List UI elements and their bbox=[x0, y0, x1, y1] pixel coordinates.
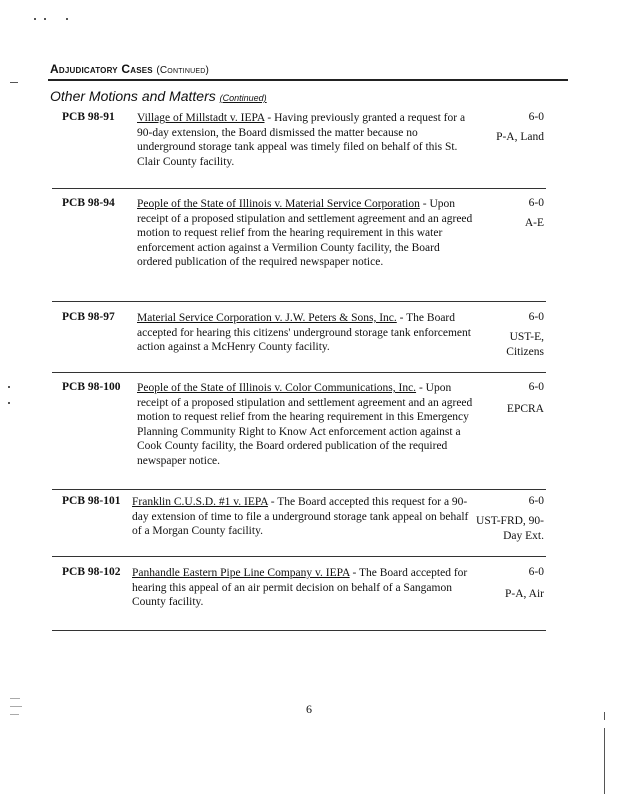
case-divider bbox=[52, 372, 546, 373]
case-party: Panhandle Eastern Pipe Line Company v. IEPA bbox=[132, 567, 350, 579]
page-header-continued: (Continued) bbox=[156, 65, 209, 76]
case-vote: 6-0 bbox=[528, 566, 544, 578]
case-party: People of the State of Illinois v. Material Service Corporation bbox=[137, 198, 420, 210]
scan-artifact bbox=[66, 18, 68, 20]
page-header-title: Adjudicatory Cases bbox=[50, 62, 153, 76]
case-divider bbox=[52, 489, 546, 490]
case-text: - Upon receipt of a proposed stipulation and settlement agreement and an agreed motion to request relief from the hearing requirement in this Emergency Planning Community Right to Know Act enforcement action against a Cook County facility, the Board ordered publication of the required newspaper notice. bbox=[137, 382, 473, 467]
case-text: - The Board accepted for hearing this citizens' underground storage tank enforcement action against a McHenry County facility. bbox=[137, 312, 471, 354]
case-divider bbox=[52, 301, 546, 302]
page-number: 6 bbox=[306, 702, 312, 716]
case-party: Village of Millstadt v. IEPA bbox=[137, 112, 265, 124]
case-text: - The Board accepted this request for a 90-day extension of time to file a underground storage tank appeal on behalf of a Morgan County facility. bbox=[132, 496, 469, 538]
case-number: PCB 98-100 bbox=[62, 381, 121, 393]
case-text: - Upon receipt of a proposed stipulation and settlement agreement and an agreed motion to request relief from the hearing requirement in this water enforcement action against a Vermilion County facility, the Board ordered publication of the required newspaper notice. bbox=[137, 198, 473, 269]
case-text: - Having previously granted a request for a 90-day extension, the Board dismissed the matter because no underground storage tank appeal was timely filed on behalf of this St. Clair County facility. bbox=[137, 112, 466, 168]
scan-artifact bbox=[604, 728, 605, 794]
case-text: - The Board accepted for hearing this appeal of an air permit decision on behalf of a Sangamon County facility. bbox=[132, 567, 468, 609]
section-title-text: Other Motions and Matters bbox=[50, 88, 216, 104]
case-number: PCB 98-101 bbox=[62, 495, 121, 507]
scan-artifact bbox=[10, 698, 20, 699]
case-category: UST-E, Citizens bbox=[506, 331, 544, 358]
case-vote: 6-0 bbox=[528, 111, 544, 123]
scan-artifact bbox=[44, 18, 46, 20]
case-number: PCB 98-94 bbox=[62, 197, 115, 209]
case-category: EPCRA bbox=[506, 403, 544, 415]
case-vote: 6-0 bbox=[528, 495, 544, 507]
scan-artifact bbox=[10, 82, 18, 83]
case-description bbox=[132, 495, 472, 539]
case-vote: 6-0 bbox=[528, 197, 544, 209]
scan-artifact bbox=[34, 18, 36, 20]
case-description bbox=[137, 197, 477, 270]
case-number: PCB 98-97 bbox=[62, 311, 115, 323]
scan-artifact bbox=[8, 386, 10, 388]
section-title bbox=[50, 88, 267, 104]
case-vote: 6-0 bbox=[528, 311, 544, 323]
case-category: UST-FRD, 90-Day Ext. bbox=[476, 515, 544, 542]
case-category: A-E bbox=[524, 217, 544, 229]
case-category: P-A, Land bbox=[496, 131, 544, 143]
case-description bbox=[132, 566, 472, 610]
case-description bbox=[137, 381, 477, 469]
case-category: P-A, Air bbox=[505, 588, 544, 600]
scan-artifact bbox=[8, 402, 10, 404]
case-description bbox=[137, 111, 477, 169]
case-description bbox=[137, 311, 477, 355]
section-title-continued: (Continued) bbox=[219, 93, 267, 103]
case-divider bbox=[52, 556, 546, 557]
case-divider bbox=[52, 188, 546, 189]
case-vote: 6-0 bbox=[528, 381, 544, 393]
page-header bbox=[50, 62, 209, 76]
case-party: Material Service Corporation v. J.W. Peters & Sons, Inc. bbox=[137, 312, 397, 324]
case-party: People of the State of Illinois v. Color Communications, Inc. bbox=[137, 382, 417, 394]
case-number: PCB 98-102 bbox=[62, 566, 121, 578]
case-party: Franklin C.U.S.D. #1 v. IEPA bbox=[132, 496, 268, 508]
case-number: PCB 98-91 bbox=[62, 111, 115, 123]
case-divider bbox=[52, 630, 546, 631]
header-rule bbox=[48, 79, 568, 81]
